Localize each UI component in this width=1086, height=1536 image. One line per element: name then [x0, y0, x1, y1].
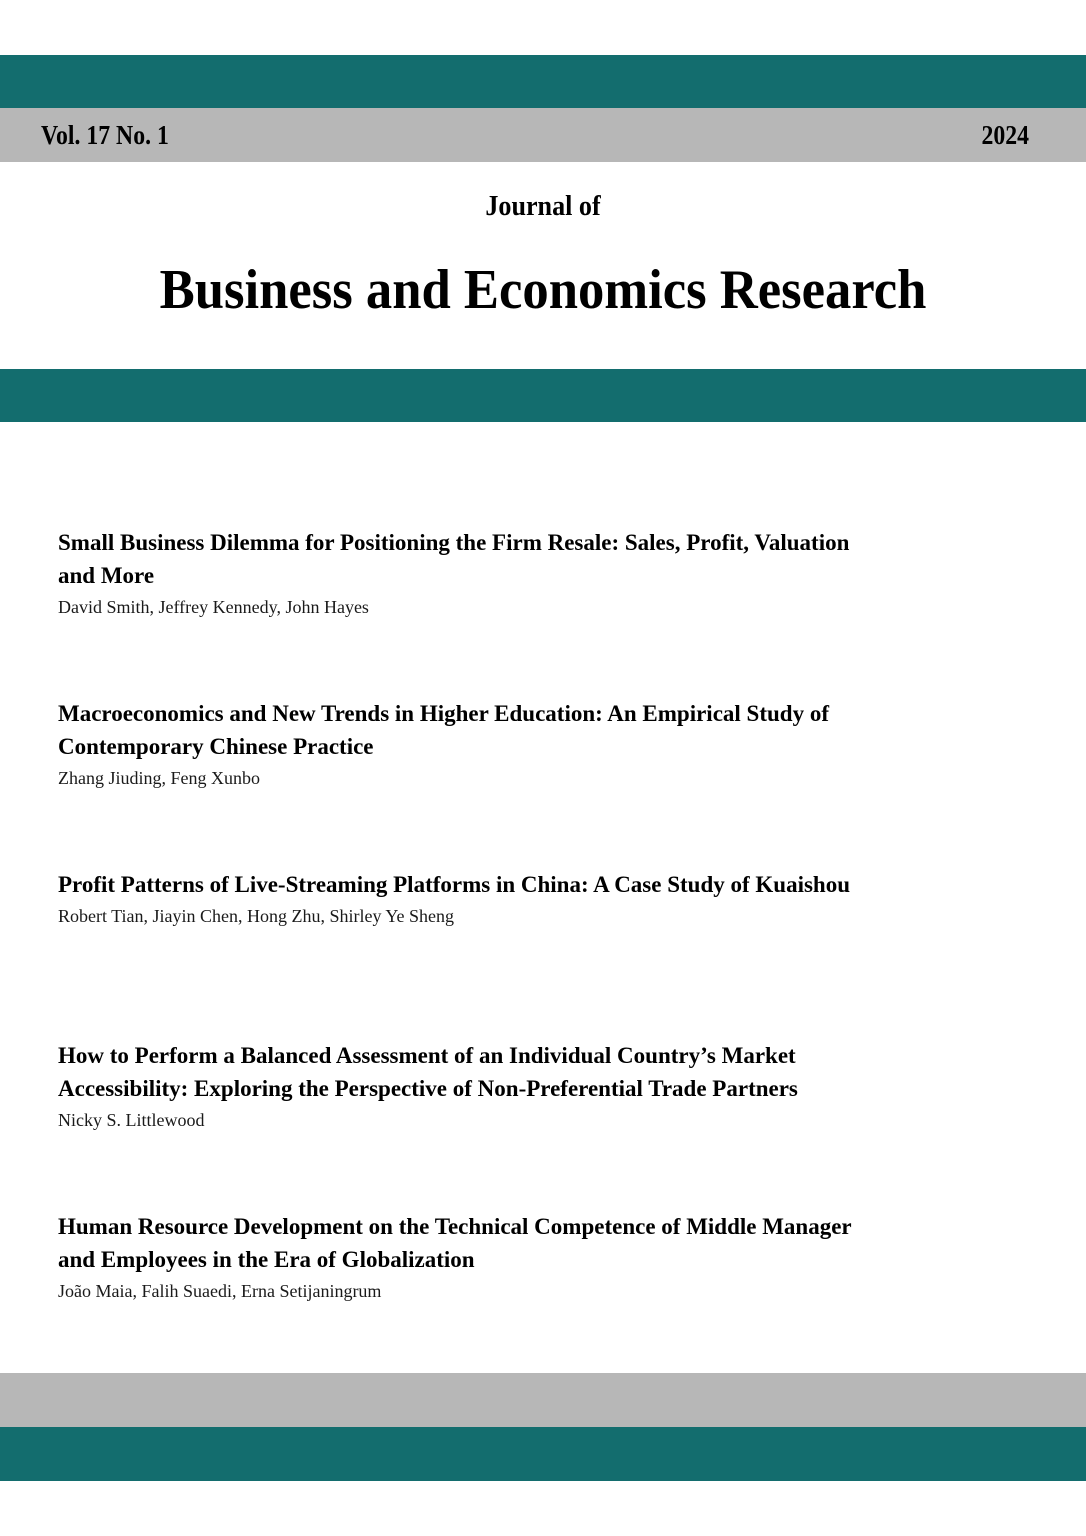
article-entry — [58, 1039, 858, 1210]
article-authors: Zhang Jiuding, Feng Xunbo — [58, 768, 260, 788]
article-title[interactable]: Profit Patterns of Live-Streaming Platforms in China: A Case Study of Kuaishou — [58, 872, 851, 897]
article-entry — [58, 526, 858, 697]
article-authors: David Smith, Jeffrey Kennedy, John Hayes — [58, 597, 369, 617]
article-authors: Robert Tian, Jiayin Chen, Hong Zhu, Shirley Ye Sheng — [58, 906, 455, 926]
article-list — [58, 526, 858, 1381]
article-authors: João Maia, Falih Suaedi, Erna Setijaningrum — [58, 1281, 382, 1301]
journal-title: Business and Economics Research — [159, 259, 927, 321]
article-title[interactable]: Small Business Dilemma for Positioning the Firm Resale: Sales, Profit, Valuation and More — [58, 530, 850, 588]
article-title[interactable]: How to Perform a Balanced Assessment of an Individual Country’s Market Accessibility: Exploring the Perspective of Non-Preferential Trade Partners — [58, 1043, 798, 1101]
footer-grey-band — [0, 1373, 1086, 1427]
journal-prefix: Journal of — [485, 190, 601, 222]
volume-number: Vol. 17 No. 1 — [41, 120, 169, 150]
footer-teal-band — [0, 1427, 1086, 1481]
middle-teal-band — [0, 369, 1086, 422]
article-entry — [58, 868, 858, 1039]
publication-year: 2024 — [981, 120, 1029, 150]
article-title[interactable]: Human Resource Development on the Technical Competence of Middle Manager and Employees in the Era of Globalization — [58, 1214, 852, 1272]
volume-bar — [0, 108, 1086, 162]
top-teal-band — [0, 55, 1086, 108]
article-title[interactable]: Macroeconomics and New Trends in Higher Education: An Empirical Study of Contemporary Chinese Practice — [58, 701, 829, 759]
article-authors: Nicky S. Littlewood — [58, 1110, 205, 1130]
article-entry — [58, 697, 858, 868]
article-entry — [58, 1210, 858, 1381]
